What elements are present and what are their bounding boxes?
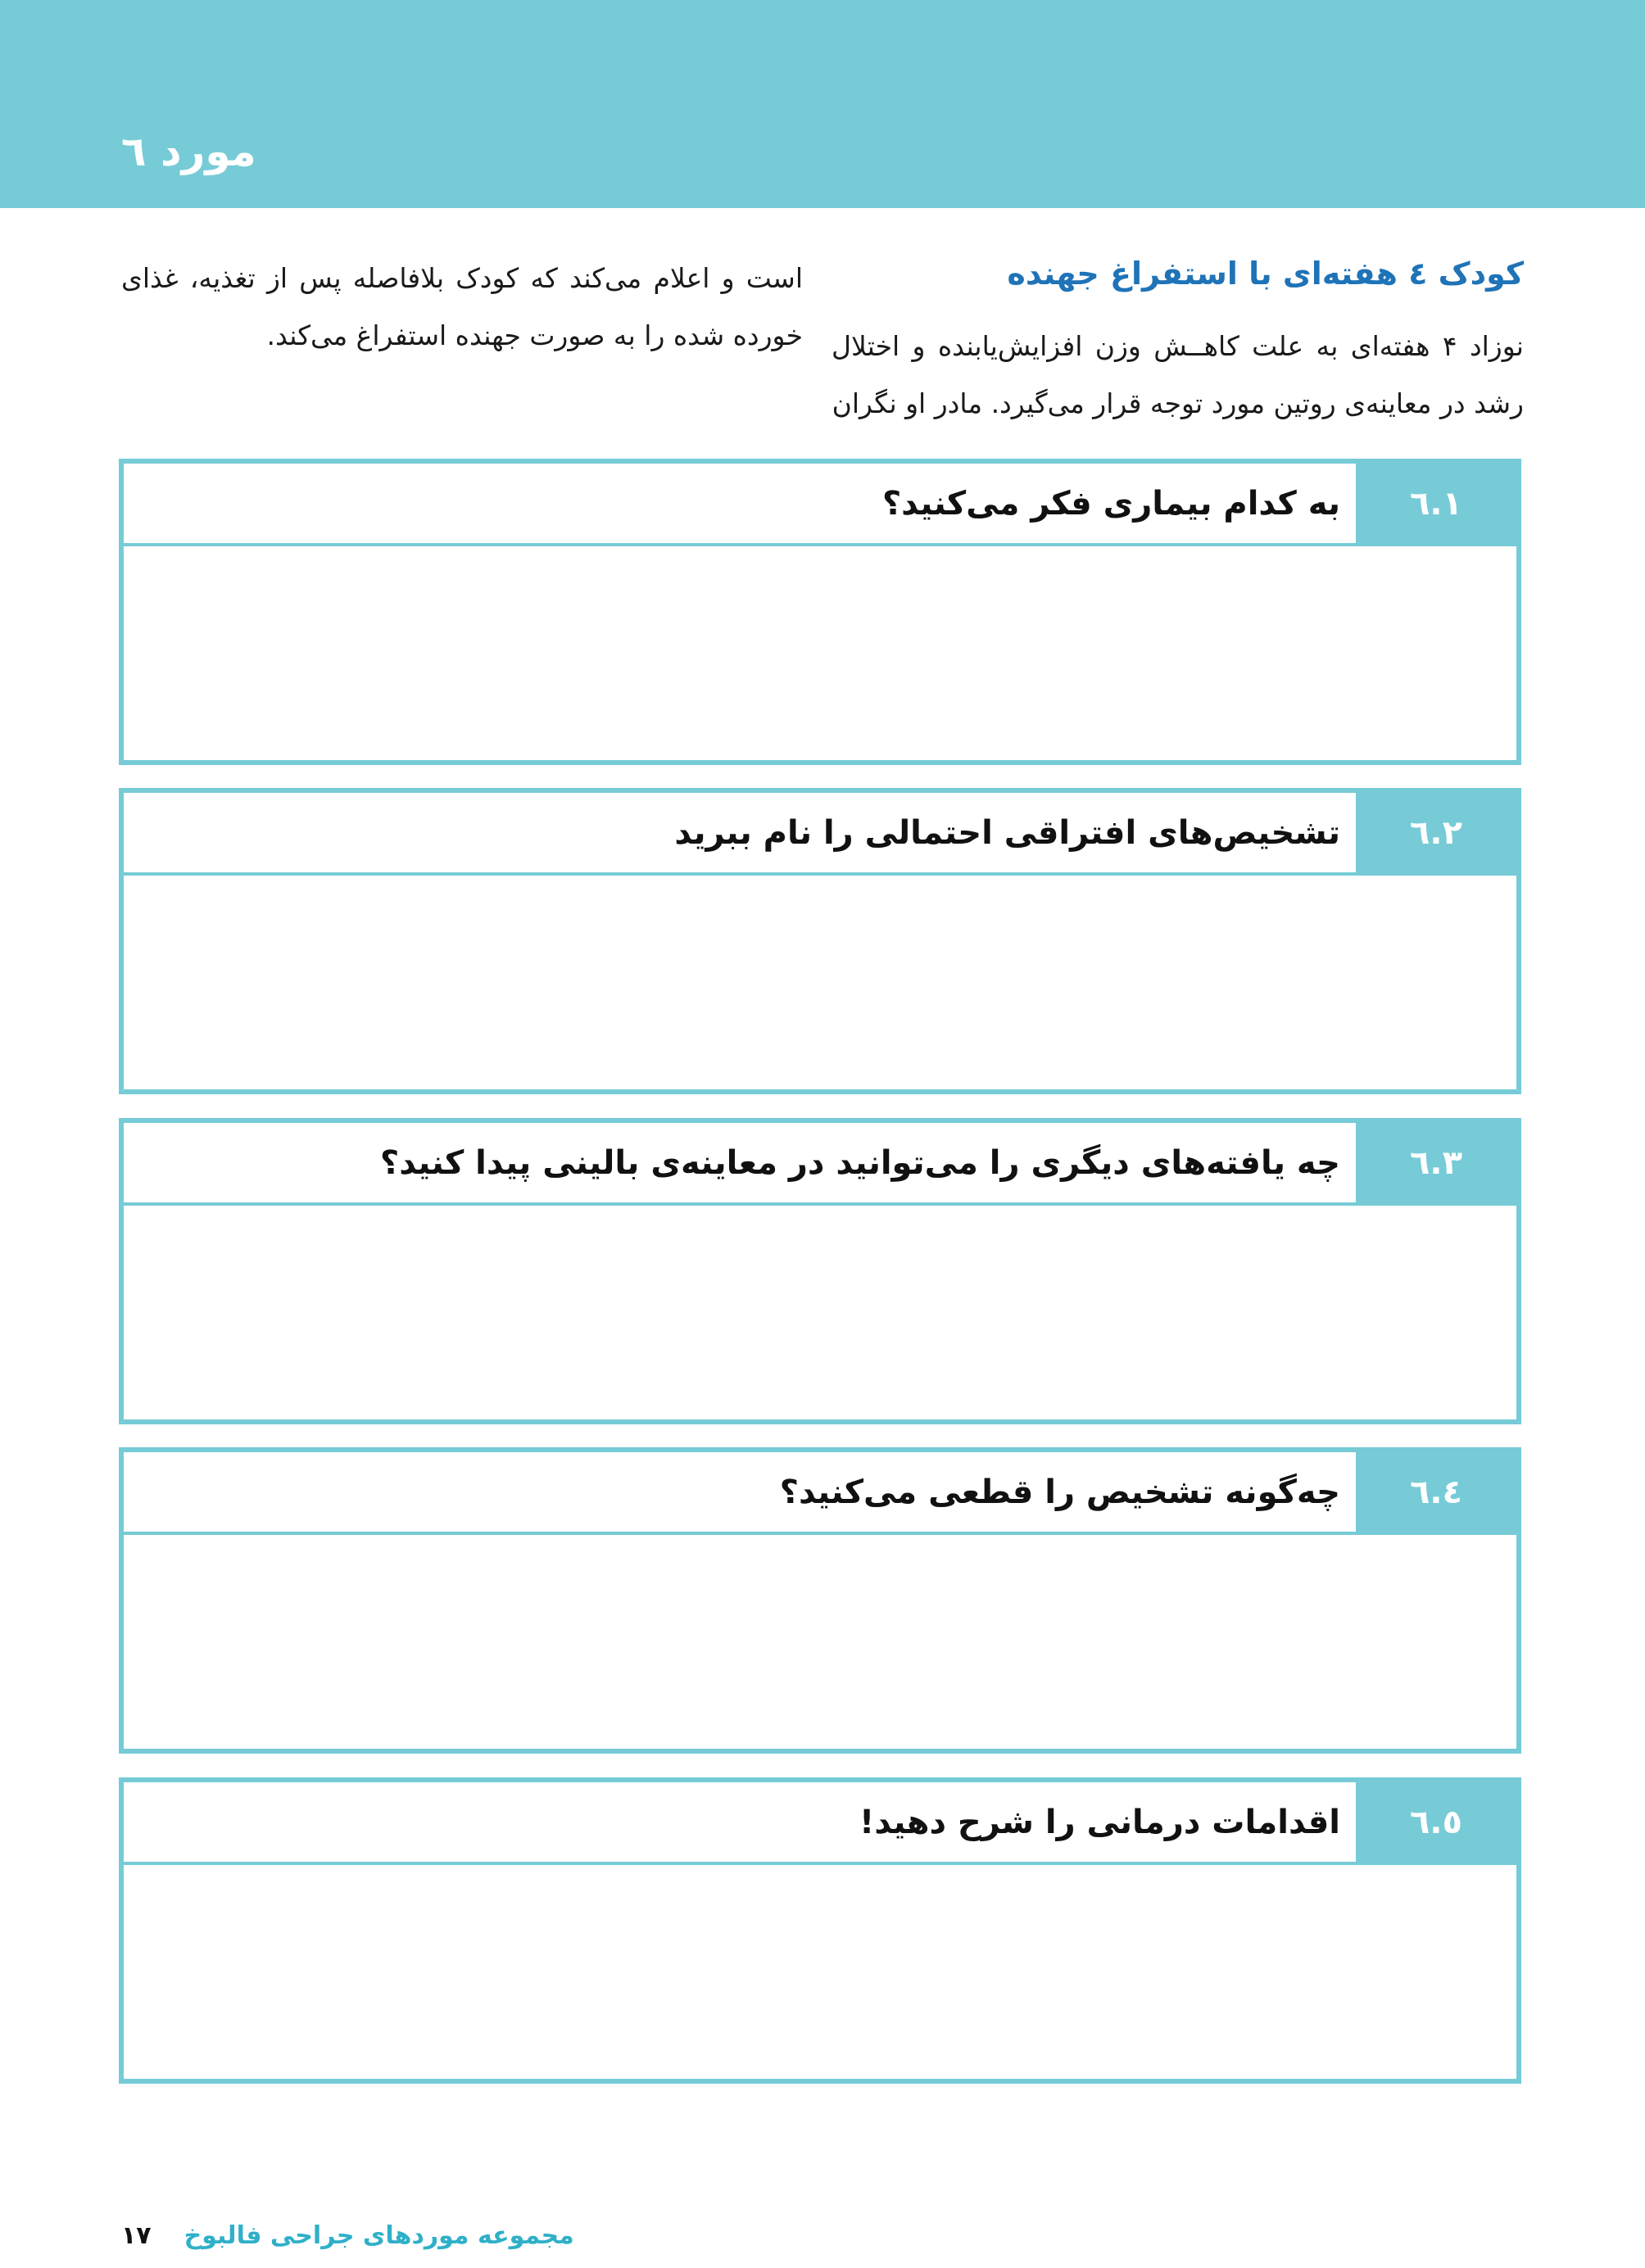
answer-area[interactable]: [124, 1535, 1516, 1749]
question-header: [124, 1452, 1516, 1535]
answer-area[interactable]: [124, 1865, 1516, 2079]
question-number: ٦.٥: [1356, 1782, 1516, 1862]
book-title: مجموعه موردهای جراحی فالبوخ: [184, 2221, 574, 2250]
case-heading: کودک ٤ هفته‌ای با استفراغ جهنده: [1007, 256, 1524, 292]
question-text: تشخیص‌های افتراقی احتمالی را نام ببرید: [674, 813, 1340, 852]
intro-paragraph-part-2: است و اعلام می‌کند که کودک بلافاصله پس از تغذیه، غذای خورده شده را به صورت جهنده استفراغ می‌کند.: [121, 262, 803, 351]
question-box-1: [119, 459, 1521, 765]
question-box-5: [119, 1777, 1521, 2084]
question-number: ٦.١: [1356, 464, 1516, 543]
header-band: [0, 0, 1645, 208]
question-header: [124, 464, 1516, 546]
intro-paragraph-part-1: نوزاد ۴ هفته‌ای به علت کاهــش وزن افزایش‌یابنده و اختلال رشد در معاینه‌ی روتین مورد توجه قرار می‌گیرد. مادر او نگران: [832, 330, 1524, 419]
answer-area[interactable]: [124, 1206, 1516, 1419]
question-box-2: [119, 788, 1521, 1094]
question-text: به کدام بیماری فکر می‌کنید؟: [881, 484, 1340, 523]
question-number: ٦.٢: [1356, 793, 1516, 872]
answer-area[interactable]: [124, 876, 1516, 1089]
question-number: ٦.٣: [1356, 1123, 1516, 1202]
question-header: [124, 793, 1516, 876]
question-box-4: [119, 1447, 1521, 1754]
intro-text-right-column: [832, 318, 1524, 432]
page-footer: [121, 2221, 574, 2250]
question-header: [124, 1782, 1516, 1865]
question-text: اقدامات درمانی را شرح دهید!: [859, 1803, 1340, 1841]
page-number: ۱۷: [121, 2221, 152, 2250]
intro-text-left-column: [121, 250, 803, 364]
answer-area[interactable]: [124, 546, 1516, 760]
question-number: ٦.٤: [1356, 1452, 1516, 1532]
case-title: مورد ٦: [121, 128, 256, 175]
question-header: [124, 1123, 1516, 1206]
question-box-3: [119, 1118, 1521, 1424]
question-text: چه‌گونه تشخیص را قطعی می‌کنید؟: [779, 1473, 1340, 1511]
question-text: چه یافته‌های دیگری را می‌توانید در معاینه‌ی بالینی پیدا کنید؟: [380, 1143, 1340, 1182]
